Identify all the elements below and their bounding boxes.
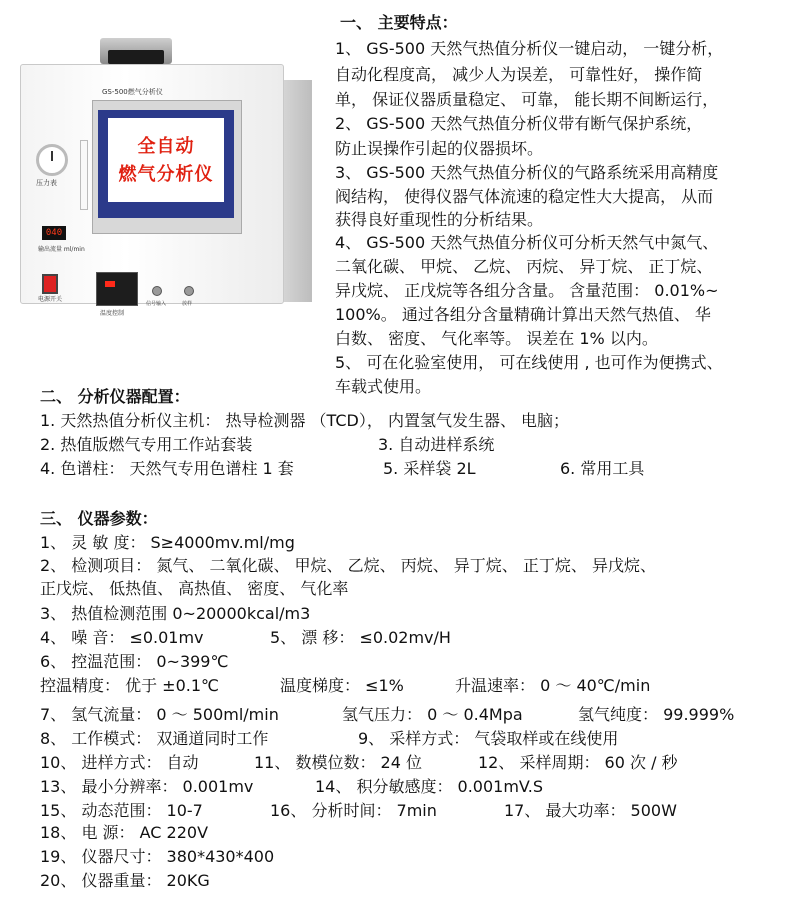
param-6-gradient: 温度梯度： ≤1% bbox=[280, 676, 404, 695]
flow-display: 040 bbox=[42, 226, 66, 240]
feature-line: 100%。 通过各组分含量精确计算出天然气热值、 华 bbox=[335, 305, 711, 324]
feature-line: 阀结构， 使得仪器气体流速的稳定性大大提高， 从而 bbox=[335, 187, 714, 206]
param-16: 16、 分析时间： 7min bbox=[270, 801, 437, 820]
config-line-1: 1. 天然热值分析仪主机： 热导检测器 （TCD）， 内置氢气发生器、 电脑； bbox=[40, 411, 570, 430]
temperature-controller bbox=[96, 272, 138, 306]
feature-line: 白数、 密度、 气化率等。 误差在 1% 以内。 bbox=[335, 329, 658, 348]
param-8: 8、 工作模式： 双通道同时工作 bbox=[40, 729, 269, 748]
knob2-label: 放样 bbox=[182, 301, 193, 307]
panel-title: GS-500燃气分析仪 bbox=[102, 88, 163, 96]
params-heading: 三、 仪器参数： bbox=[40, 509, 158, 528]
gauge-label: 压力表 bbox=[36, 179, 57, 187]
param-3: 3、 热值检测范围 0~20000kcal/m3 bbox=[40, 604, 311, 623]
screen-window bbox=[108, 118, 224, 202]
param-19: 19、 仪器尺寸： 380*430*400 bbox=[40, 847, 275, 866]
param-2b: 正戊烷、 低热值、 高热值、 密度、 气化率 bbox=[40, 579, 349, 598]
power-label: 电源开关 bbox=[38, 296, 63, 303]
param-6: 6、 控温范围： 0~399℃ bbox=[40, 652, 229, 671]
param-17: 17、 最大功率： 500W bbox=[504, 801, 677, 820]
param-14: 14、 积分敏感度： 0.001mV.S bbox=[315, 777, 544, 796]
feature-line: 异戊烷、 正戊烷等各组分含量。 含量范围： 0.01%~ bbox=[335, 281, 719, 300]
device-screen bbox=[98, 110, 234, 218]
param-13: 13、 最小分辨率： 0.001mv bbox=[40, 777, 254, 796]
config-line-2a: 2. 热值版燃气专用工作站套装 bbox=[40, 435, 253, 454]
param-6-rate: 升温速率： 0 ～ 40℃/min bbox=[455, 676, 651, 695]
feature-line: 5、 可在化验室使用， 可在线使用 , 也可作为便携式、 bbox=[335, 353, 723, 372]
config-line-3a: 4. 色谱柱： 天然气专用色谱柱 1 套 bbox=[40, 459, 294, 478]
sample-knob-icon bbox=[184, 286, 194, 296]
feature-line: 1、 GS-500 天然气热值分析仪一键启动， 一键分析， bbox=[335, 39, 724, 58]
feature-line: 车载式使用。 bbox=[335, 377, 432, 396]
param-18: 18、 电 源： AC 220V bbox=[40, 823, 209, 842]
controller-label: 温度控制 bbox=[100, 310, 125, 317]
flow-label: 输出流量 ml/min bbox=[38, 246, 85, 253]
knob1-label: 信号输入 bbox=[146, 301, 167, 307]
signal-knob-icon bbox=[152, 286, 162, 296]
param-11: 11、 数模位数： 24 位 bbox=[254, 753, 422, 772]
param-7-flow: 7、 氢气流量： 0 ～ 500ml/min bbox=[40, 705, 279, 724]
screen-line-1: 全自动 bbox=[137, 136, 195, 157]
product-photo bbox=[12, 40, 308, 317]
param-10: 10、 进样方式： 自动 bbox=[40, 753, 199, 772]
feature-line: 二氧化碳、 甲烷、 乙烷、 丙烷、 异丁烷、 正丁烷、 bbox=[335, 257, 713, 276]
feature-line: 获得良好重现性的分析结果。 bbox=[335, 210, 544, 229]
config-heading: 二、 分析仪器配置： bbox=[40, 387, 190, 406]
device-top-port-rim bbox=[108, 50, 164, 64]
config-line-3b: 5. 采样袋 2L bbox=[383, 459, 476, 478]
param-1: 1、 灵 敏 度： S≥4000mv.ml/mg bbox=[40, 533, 295, 552]
param-20: 20、 仪器重量： 20KG bbox=[40, 871, 210, 890]
feature-line: 4、 GS-500 天然气热值分析仪可分析天然气中氮气、 bbox=[335, 233, 719, 252]
param-9: 9、 采样方式： 气袋取样或在线使用 bbox=[358, 729, 619, 748]
param-7-pressure: 氢气压力： 0 ～ 0.4Mpa bbox=[342, 705, 523, 724]
param-4: 4、 噪 音： ≤0.01mv bbox=[40, 628, 204, 647]
param-5: 5、 漂 移： ≤0.02mv/H bbox=[270, 628, 451, 647]
param-12: 12、 采样周期： 60 次 / 秒 bbox=[478, 753, 678, 772]
power-switch-icon bbox=[42, 274, 58, 294]
feature-line: 自动化程度高， 减少人为误差， 可靠性好， 操作简 bbox=[335, 65, 703, 84]
config-line-3c: 6. 常用工具 bbox=[560, 459, 645, 478]
flow-tube-icon bbox=[80, 140, 88, 210]
feature-line: 单， 保证仪器质量稳定、 可靠， 能长期不间断运行， bbox=[335, 90, 719, 109]
feature-line: 3、 GS-500 天然气热值分析仪的气路系统采用高精度 bbox=[335, 163, 719, 182]
feature-line: 防止误操作引起的仪器损坏。 bbox=[335, 139, 544, 158]
config-line-2b: 3. 自动进样系统 bbox=[378, 435, 495, 454]
screen-line-2: 燃气分析仪 bbox=[118, 164, 214, 185]
param-7-purity: 氢气纯度： 99.999% bbox=[578, 705, 735, 724]
param-15: 15、 动态范围： 10-7 bbox=[40, 801, 203, 820]
param-2a: 2、 检测项目： 氮气、 二氧化碳、 甲烷、 乙烷、 丙烷、 异丁烷、 正丁烷、 异戊烷、 bbox=[40, 556, 656, 575]
feature-line: 2、 GS-500 天然气热值分析仪带有断气保护系统， bbox=[335, 114, 703, 133]
features-heading: 一、 主要特点： bbox=[340, 13, 458, 32]
pressure-gauge-icon bbox=[36, 144, 68, 176]
param-6-precision: 控温精度： 优于 ±0.1℃ bbox=[40, 676, 219, 695]
